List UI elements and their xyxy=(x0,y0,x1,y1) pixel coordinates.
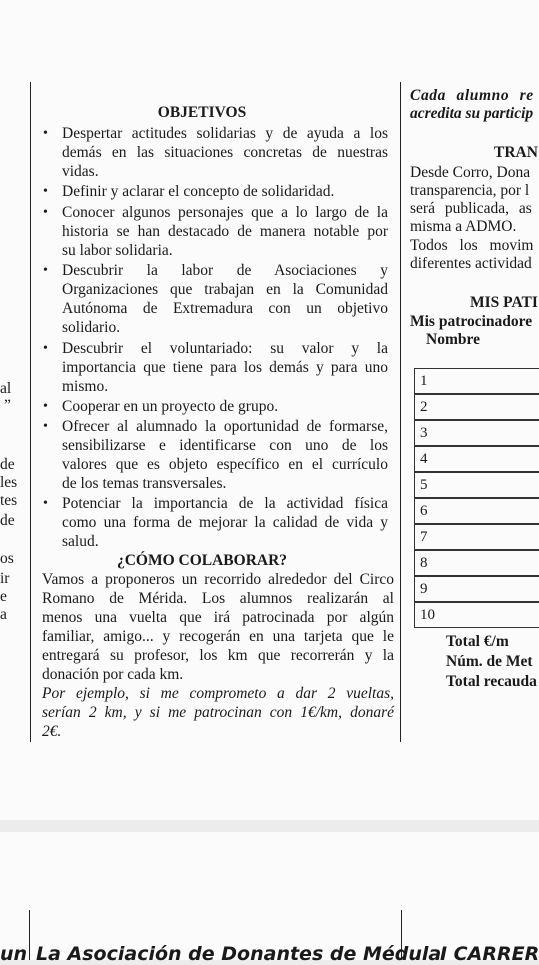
left-fragment: de xyxy=(0,456,15,473)
left-fragment: tes xyxy=(0,492,18,509)
row-number: 9 xyxy=(420,581,428,597)
objetivo-line: su labor solidaria. xyxy=(62,242,173,259)
row-number: 6 xyxy=(420,503,428,519)
left-fragment: e xyxy=(0,588,7,605)
objetivo-line: como una forma de mejorar la calidad de vida y xyxy=(62,514,388,531)
left-fragment: al xyxy=(0,380,12,397)
objetivo-line: Organizaciones que trabajan en la Comunidad xyxy=(62,281,388,298)
total-raised-label: Total recauda xyxy=(446,673,537,690)
objetivo-line: salud. xyxy=(62,533,99,550)
column-divider-left xyxy=(30,82,31,742)
sponsor-name-header: Nombre xyxy=(426,331,480,348)
bullet-icon: • xyxy=(43,399,48,414)
sponsor-row[interactable] xyxy=(414,498,539,524)
bullet-icon: • xyxy=(43,126,48,141)
objetivo-line: valores que es objeto específico en el currículo xyxy=(62,456,388,473)
next-page-divider-left xyxy=(29,910,30,960)
sponsor-row[interactable] xyxy=(414,446,539,472)
colaborar-example-line: 2€. xyxy=(42,723,62,740)
column-divider-right xyxy=(400,82,401,742)
objetivo-line: Autónoma de Extremadura con un objetivo xyxy=(62,300,388,317)
sponsor-row[interactable] xyxy=(414,394,539,420)
transparency-line: transparencia, por l xyxy=(410,182,530,199)
bullet-icon: • xyxy=(43,341,48,356)
objetivo-line: Ofrecer al alumnado la oportunidad de formarse, xyxy=(62,418,388,435)
colaborar-line: familiar, amigo... y recogerán en una tarjeta que le xyxy=(42,628,394,645)
next-page-left-fragment: un xyxy=(0,943,28,965)
colaborar-example-line: Por ejemplo, si me comprometo a dar 2 vueltas, xyxy=(42,685,394,702)
bullet-icon: • xyxy=(43,263,48,278)
colaborar-title: ¿CÓMO COLABORAR? xyxy=(116,552,288,569)
objetivos-title: OBJETIVOS xyxy=(157,104,247,121)
colaborar-line: Romano de Mérida. Los alumnos realizarán al xyxy=(42,590,394,607)
left-fragment: a xyxy=(0,606,7,623)
objetivo-line: vidas. xyxy=(62,163,99,180)
transparency-line: misma a ADMO. xyxy=(410,218,517,235)
left-fragment: de xyxy=(0,512,15,529)
objetivo-line: Potenciar la importancia de la actividad física xyxy=(62,495,388,512)
next-page-title: La Asociación de Donantes de Médula xyxy=(36,943,442,965)
total-per-km-label: Total €/m xyxy=(446,633,509,650)
row-number: 10 xyxy=(420,607,435,623)
next-page-right-fragment: I CARRER xyxy=(440,943,539,965)
objetivo-line: importancia que tiene para los demás y para uno xyxy=(62,359,388,376)
left-fragment: os xyxy=(0,550,14,567)
intro-line: Cada alumno re xyxy=(410,87,534,104)
colaborar-line: entregará su profesor, los km que recorrerán y la xyxy=(42,647,394,664)
next-brochure-page xyxy=(0,832,539,960)
objetivo-line: historia se han destacado de manera notable por xyxy=(62,223,388,240)
bullet-icon: • xyxy=(43,184,48,199)
colaborar-line: donación por cada km. xyxy=(42,666,184,683)
colaborar-line: menos una vuelta que irá patrocinada por algún xyxy=(42,609,394,626)
row-number: 3 xyxy=(420,425,428,441)
sponsor-row[interactable] xyxy=(414,368,539,394)
colaborar-line: Vamos a proponeros un recorrido alrededor del Circo xyxy=(42,571,394,588)
objetivo-line: Cooperar en un proyecto de grupo. xyxy=(62,398,279,415)
transparency-title: TRAN xyxy=(494,144,538,161)
transparency-line: diferentes actividad xyxy=(410,255,532,272)
left-fragment: ” xyxy=(4,397,11,414)
colaborar-example-line: serían 2 km, y si me patrocinan con 1€/km, donaré xyxy=(42,704,394,721)
transparency-line: Todos los movim xyxy=(410,237,534,254)
transparency-line: Desde Corro, Dona xyxy=(410,164,531,181)
objetivo-line: Despertar actitudes solidarias y de ayuda a los xyxy=(62,125,388,142)
row-number: 7 xyxy=(420,529,428,545)
objetivo-line: Conocer algunos personajes que a lo largo de la xyxy=(62,204,388,221)
sponsor-row[interactable] xyxy=(414,550,539,576)
sponsor-row[interactable] xyxy=(414,472,539,498)
intro-line: acredita su particip xyxy=(410,105,534,122)
row-number: 5 xyxy=(420,477,428,493)
left-fragment: les xyxy=(0,474,18,491)
sponsor-row[interactable] xyxy=(414,602,539,628)
sponsors-title: MIS PATI xyxy=(470,294,538,311)
objetivo-line: Descubrir el voluntariado: su valor y la xyxy=(62,340,388,357)
bullet-icon: • xyxy=(43,496,48,511)
bullet-icon: • xyxy=(43,205,48,220)
num-meters-label: Núm. de Met xyxy=(446,653,533,670)
left-fragment: ir xyxy=(0,570,10,587)
objetivo-line: mismo. xyxy=(62,378,109,395)
objetivo-line: solidario. xyxy=(62,319,121,336)
sponsors-subtitle: Mis patrocinadore xyxy=(410,313,533,330)
row-number: 8 xyxy=(420,555,428,571)
objetivo-line: de los temas transversales. xyxy=(62,475,227,492)
sponsor-row[interactable] xyxy=(414,420,539,446)
row-number: 2 xyxy=(420,399,428,415)
objetivo-line: Definir y aclarar el concepto de solidaridad. xyxy=(62,183,335,200)
objetivo-line: demás en las situaciones concretas de nuestras xyxy=(62,144,388,161)
row-number: 4 xyxy=(420,451,428,467)
bullet-icon: • xyxy=(43,419,48,434)
objetivo-line: sensibilizarse e identificarse con uno de los xyxy=(62,437,388,454)
transparency-line: será publicada, as xyxy=(410,200,532,217)
sponsor-row[interactable] xyxy=(414,524,539,550)
sponsor-row[interactable] xyxy=(414,576,539,602)
row-number: 1 xyxy=(420,373,428,389)
objetivo-line: Descubrir la labor de Asociaciones y xyxy=(62,262,388,279)
